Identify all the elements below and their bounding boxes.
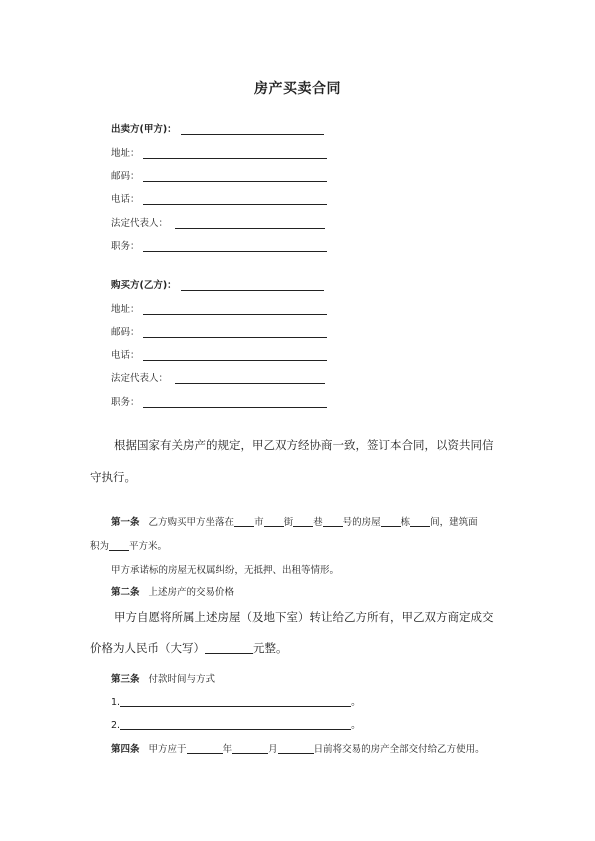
blank-day[interactable]: [278, 743, 314, 754]
intro-line-1: 根据国家有关房产的规定，甲乙双方经协商一致，签订本合同，以资共同信: [114, 438, 494, 452]
payment-item-1: 1. 。: [111, 697, 361, 708]
seller-address-label: 地址：: [111, 148, 140, 159]
blank-street[interactable]: [264, 516, 284, 527]
blank-area[interactable]: [109, 540, 129, 551]
buyer-phone-label: 电话：: [111, 350, 140, 361]
article-1-line-1: 第一条 乙方购买甲方坐落在 市 街 巷 号的房屋 栋 间，建筑面: [111, 517, 478, 528]
article-1-line-2: 积为 平方米。: [90, 541, 168, 552]
seller-postcode-label: 邮码：: [111, 171, 140, 182]
intro-line-2: 守执行。: [90, 470, 136, 484]
seller-rep-line[interactable]: [175, 228, 325, 229]
article-4-line: 第四条 甲方应于 年 月 日前将交易的房产全部交付给乙方使用。: [111, 744, 485, 755]
buyer-phone-line[interactable]: [143, 360, 327, 361]
buyer-position-line[interactable]: [143, 407, 327, 408]
buyer-position-label: 职务：: [111, 397, 140, 408]
buyer-address-line[interactable]: [143, 314, 327, 315]
seller-heading: 出卖方(甲方)：: [111, 124, 177, 135]
blank-month[interactable]: [232, 743, 268, 754]
buyer-name-line[interactable]: [181, 290, 324, 291]
article-2-line-1: 甲方自愿将所属上述房屋（及地下室）转让给乙方所有，甲乙双方商定成交: [114, 610, 494, 624]
buyer-rep-line[interactable]: [175, 383, 325, 384]
seller-phone-label: 电话：: [111, 194, 140, 205]
contract-title: 房产买卖合同: [254, 81, 341, 97]
article-2-heading: 第二条 上述房产的交易价格: [111, 587, 235, 598]
blank-lane[interactable]: [293, 516, 313, 527]
seller-rep-label: 法定代表人：: [111, 218, 169, 229]
blank-payment-2[interactable]: [120, 719, 351, 730]
blank-payment-1[interactable]: [120, 696, 351, 707]
article-3-heading: 第三条 付款时间与方式: [111, 674, 216, 685]
seller-position-label: 职务：: [111, 241, 140, 252]
blank-price[interactable]: [205, 641, 253, 654]
blank-building[interactable]: [381, 516, 401, 527]
seller-position-line[interactable]: [143, 251, 327, 252]
blank-year[interactable]: [187, 743, 223, 754]
seller-postcode-line[interactable]: [143, 181, 327, 182]
buyer-postcode-label: 邮码：: [111, 327, 140, 338]
article-4-label: 第四条: [111, 744, 140, 755]
seller-name-line[interactable]: [181, 134, 324, 135]
blank-city[interactable]: [234, 516, 254, 527]
seller-address-line[interactable]: [143, 158, 327, 159]
article-2-label: 第二条: [111, 587, 140, 598]
seller-phone-line[interactable]: [143, 204, 327, 205]
article-3-label: 第三条: [111, 674, 140, 685]
blank-number[interactable]: [323, 516, 343, 527]
buyer-heading: 购买方(乙方)：: [111, 280, 177, 291]
blank-rooms[interactable]: [410, 516, 430, 527]
buyer-postcode-line[interactable]: [143, 337, 327, 338]
article-2-line-2: 价格为人民币（大写） 元整。: [90, 641, 288, 655]
article-1-note: 甲方承诺标的房屋无权属纠纷，无抵押、出租等情形。: [111, 565, 340, 576]
article-1-label: 第一条: [111, 517, 140, 528]
buyer-address-label: 地址：: [111, 304, 140, 315]
payment-item-2: 2. 。: [111, 720, 361, 731]
buyer-rep-label: 法定代表人：: [111, 373, 169, 384]
